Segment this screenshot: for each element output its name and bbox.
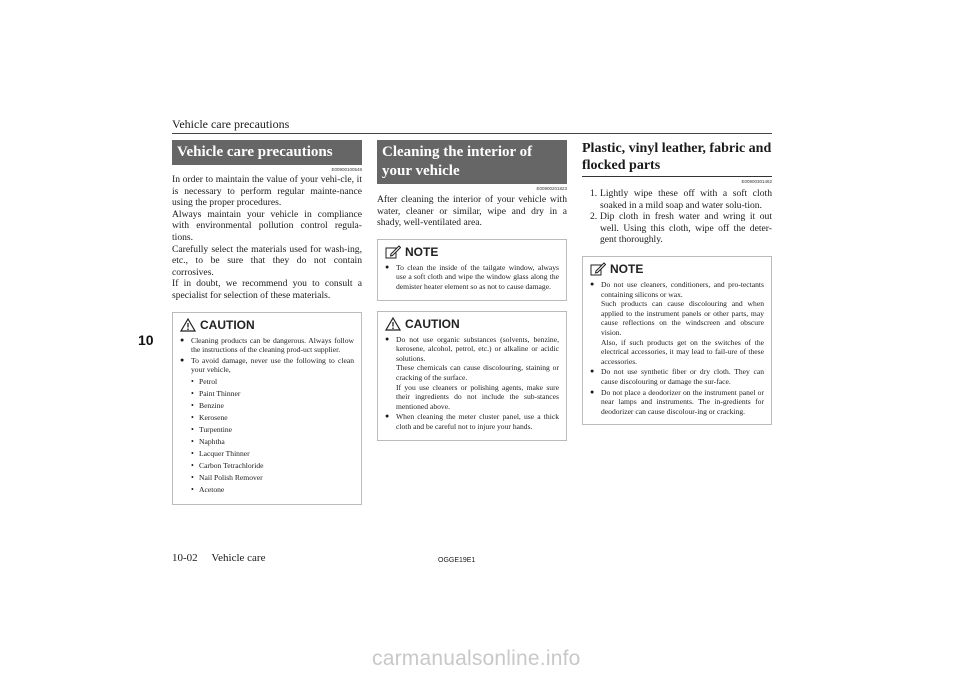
list-item: • Nail Polish Remover	[191, 472, 354, 484]
note-pencil-icon	[590, 262, 606, 276]
warning-triangle-icon	[385, 317, 401, 331]
section-code: E00900301462	[741, 179, 772, 184]
note-line: Such products can cause discolouring and when applied to the instrument panels or other parts, may cause reflections on the windscreen and obscure vision.	[601, 299, 764, 337]
warning-triangle-icon	[180, 318, 196, 332]
step-number: 1.	[590, 188, 598, 199]
note-item: ● Do not place a deodorizer on the instrument panel or near lamps and instruments. The in-gredients for deodorizer can cause discolour-ing or cracking.	[590, 388, 764, 417]
section-code: E00900100548	[331, 167, 362, 172]
list-item: • Paint Thinner	[191, 388, 354, 400]
step-text: Dip cloth in fresh water and wring it out well. Using this cloth, wipe off the deter-gent thoroughly.	[600, 211, 772, 246]
caution-box	[172, 312, 362, 505]
caution-label: CAUTION	[405, 316, 460, 331]
column-cleaning-interior	[377, 140, 567, 441]
column-vehicle-care-precautions	[172, 140, 362, 505]
document-code: OGGE19E1	[438, 557, 476, 564]
footer-page-label	[172, 552, 265, 564]
note-label: NOTE	[610, 261, 644, 276]
section-banner: Vehicle care precautions	[172, 140, 362, 165]
caution-header	[180, 318, 354, 332]
caution-item	[385, 335, 559, 412]
caution-header	[385, 317, 559, 331]
note-header	[385, 245, 559, 259]
header-divider	[172, 133, 772, 134]
note-box	[377, 239, 567, 301]
note-line: ● Do not use cleaners, conditioners, and pro-tectants containing silicons or wax.	[601, 279, 764, 299]
step-item	[582, 188, 772, 211]
list-item: • Naphtha	[191, 436, 354, 448]
list-item: • Turpentine	[191, 424, 354, 436]
list-item: • Acetone	[191, 484, 354, 496]
section-banner: Cleaning the interior of your vehicle	[377, 140, 567, 184]
note-label: NOTE	[405, 244, 439, 259]
note-pencil-icon	[385, 245, 401, 259]
caution-item	[180, 356, 354, 496]
step-number: 2.	[590, 211, 598, 223]
note-item	[590, 280, 764, 366]
step-item	[582, 211, 772, 246]
paragraph: Always maintain your vehicle in compliance with environmental pollution control regula-tions.	[172, 208, 362, 243]
note-header	[590, 262, 764, 276]
note-item: ● To clean the inside of the tailgate window, always use a soft cloth and wipe the window glass along the demister heater element so as not to cause damage.	[385, 263, 559, 292]
caution-line: If you use cleaners or polishing agents, make sure their ingredients do not include the sub-stances mentioned above.	[396, 382, 559, 411]
section-heading: Plastic, vinyl leather, fabric and flocked parts	[582, 140, 772, 177]
column-plastic-vinyl	[582, 140, 772, 425]
list-item: • Carbon Tetrachloride	[191, 460, 354, 472]
list-item: • Benzine	[191, 400, 354, 412]
caution-box	[377, 311, 567, 441]
list-item: • Lacquer Thinner	[191, 448, 354, 460]
solvent-list	[191, 376, 354, 496]
page-number: 10-02	[172, 552, 198, 564]
note-box	[582, 256, 772, 425]
caution-item: ● When cleaning the meter cluster panel, use a thick cloth and be careful not to injure your hands.	[385, 412, 559, 431]
caution-label: CAUTION	[200, 317, 255, 332]
paragraph: After cleaning the interior of your vehicle with water, cleaner or similar, wipe and dry in a shady, well-ventilated area.	[377, 194, 567, 229]
footer-section: Vehicle care	[211, 552, 266, 564]
section-code: E00900201823	[536, 186, 567, 191]
note-line: Also, if such products get on the switches of the electrical accessories, it may lead to fail-ure of these accessories.	[601, 337, 764, 366]
cleaning-steps	[582, 188, 772, 246]
paragraph: In order to maintain the value of your vehi-cle, it is necessary to perform regular mainte-nance using the proper procedures.	[172, 174, 362, 209]
running-header-title: Vehicle care precautions	[172, 117, 290, 131]
caution-item-text: To avoid damage, never use the following to clean your vehicle,	[191, 355, 354, 375]
caution-item: ● Cleaning products can be dangerous. Always follow the instructions of the cleaning prod-uct supplier.	[180, 336, 354, 355]
step-text: Lightly wipe these off with a soft cloth soaked in a mild soap and water solu-tion.	[600, 188, 772, 211]
list-item: • Kerosene	[191, 412, 354, 424]
paragraph: Carefully select the materials used for wash-ing, etc., to be sure that they do not contain corrosives.	[172, 243, 362, 278]
list-item: • Petrol	[191, 376, 354, 388]
note-item: ● Do not use synthetic fiber or dry cloth. They can cause discolouring or damage the sur-face.	[590, 367, 764, 386]
caution-line: These chemicals can cause discolouring, staining or cracking of the surface.	[396, 363, 559, 382]
caution-line: ● Do not use organic substances (solvents, benzine, kerosene, alcohol, petrol, etc.) or alkaline or acidic solutions.	[396, 334, 559, 363]
paragraph: If in doubt, we recommend you to consult a specialist for selection of these materials.	[172, 278, 362, 301]
chapter-tab: 10	[138, 332, 156, 358]
watermark: carmanualsonline.info	[372, 647, 581, 670]
